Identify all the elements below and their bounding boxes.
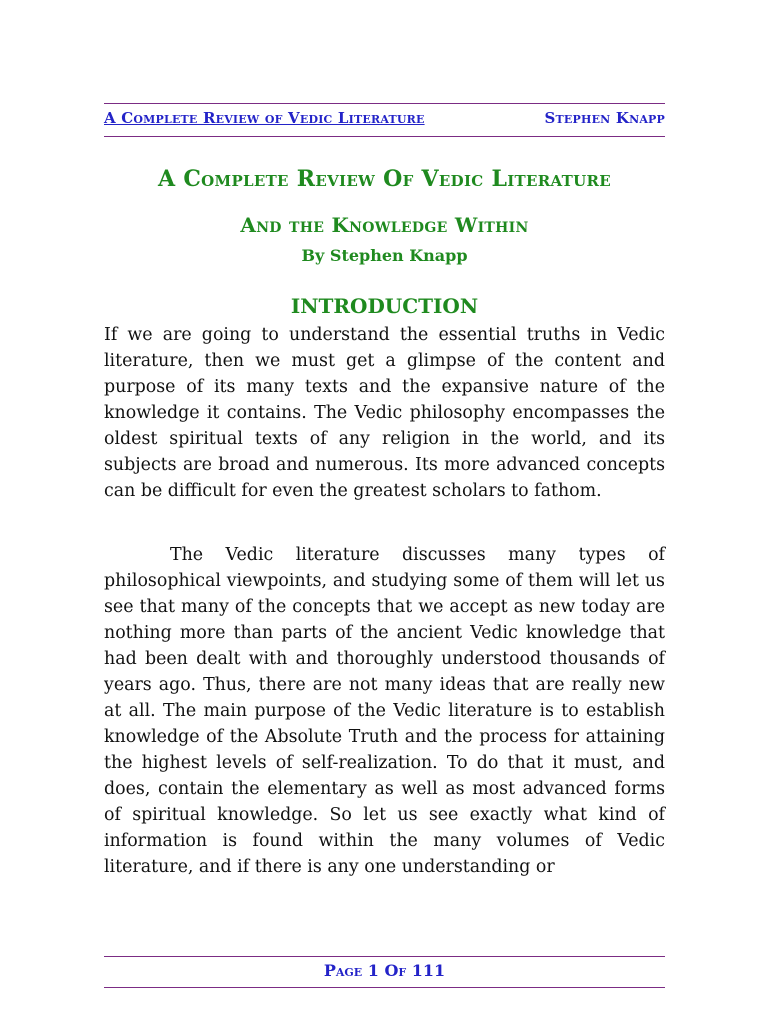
- paragraph: If we are going to understand the essential truths in Vedic literature, then we must get a glimpse of the content and purpose of its many texts and the expansive nature of the knowledge it contains. The Vedic philosophy encompasses the oldest spiritual texts of any religion in the world, and its subjects are broad and numerous. Its more advanced concepts can be difficult for even the greatest scholars to fathom.: [104, 325, 665, 501]
- paragraph: The Vedic literature discusses many types of philosophical viewpoints, and studying some of them will let us see that many of the concepts that we accept as new today are nothing more than parts of the ancient Vedic knowledge that had been dealt with and thoroughly understood thousands of years ago. Thus, there are not many ideas that are really new at all. The main purpose of the Vedic literature is to establish knowledge of the Absolute Truth and the process for attaining the highest levels of self-realization. To do that it must, and does, contain the elementary as well as most advanced forms of spiritual knowledge. So let us see exactly what kind of information is found within the many volumes of Vedic literature, and if there is any one understanding or: [104, 545, 665, 877]
- document-subtitle: And the Knowledge Within: [240, 213, 529, 237]
- footer-bottom-rule: [104, 987, 665, 988]
- page-number: Page 1 Of 111: [323, 961, 446, 980]
- footer-top-rule: [104, 956, 665, 957]
- byline: By Stephen Knapp: [301, 246, 468, 265]
- section-heading: INTRODUCTION: [290, 294, 479, 318]
- document-title: A Complete Review Of Vedic Literature: [158, 166, 611, 192]
- header-bottom-rule: [104, 136, 665, 137]
- document-page: [104, 0, 665, 1024]
- running-header-author: Stephen Knapp: [544, 109, 665, 127]
- header-top-rule: [104, 103, 665, 104]
- running-header-title: A Complete Review of Vedic Literature: [104, 109, 425, 127]
- running-header: [104, 109, 665, 131]
